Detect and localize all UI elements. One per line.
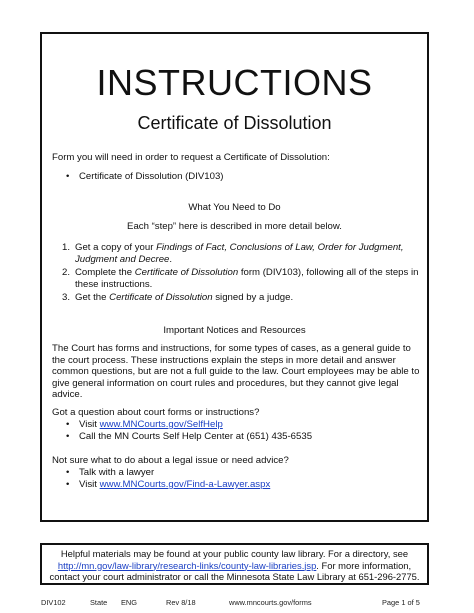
section-heading-notices: Important Notices and Resources	[163, 325, 306, 336]
page-subtitle: Certificate of Dissolution	[137, 113, 332, 133]
list-item: Talk with a lawyer	[79, 467, 155, 478]
footer-state: State	[90, 598, 108, 607]
form-list-item: Certificate of Dissolution (DIV103)	[79, 171, 224, 182]
page-title: INSTRUCTIONS	[96, 62, 373, 103]
footer-page-number: Page 1 of 5	[382, 598, 420, 607]
step-3	[75, 292, 420, 304]
bullet-icon: •	[66, 479, 70, 490]
steps-lead: Each “step” here is described in more detail below.	[127, 221, 342, 232]
instructions-frame	[40, 32, 429, 522]
list-item-text: Visit	[79, 419, 100, 430]
list-item: Call the MN Courts Self Help Center at (651) 435-6535	[79, 431, 313, 442]
footer-url: www.mncourts.gov/forms	[229, 598, 312, 607]
selfhelp-link[interactable]: www.MNCourts.gov/SelfHelp	[99, 419, 223, 430]
step-text-end: .	[169, 253, 173, 265]
step-italic-text: Findings of Fact, Conclusions of Law, Order for Judgment, Judgment and Decree	[75, 242, 404, 265]
step-text: Complete the	[75, 267, 135, 278]
list-item-text: Visit	[79, 479, 100, 490]
step-text-end: form (DIV103), following all of the steps in these instructions.	[75, 267, 419, 290]
notice-paragraph: The Court has forms and instructions, for some types of cases, as a general guide to the court process. These instructions explain the steps in more detail and answer common questions, but are not a full guide to the law. Court employees may be able to give general information on court rules and procedures, but they cannot give legal advice.	[52, 343, 420, 400]
footer-revision: Rev 8/18	[166, 598, 196, 607]
step-italic-text: Certificate of Dissolution	[134, 267, 239, 278]
step-text-end: signed by a judge.	[212, 292, 294, 303]
bullet-icon: •	[66, 419, 70, 430]
footer-language: ENG	[121, 598, 138, 607]
bullet-icon: •	[66, 171, 70, 182]
intro-text: Form you will need in order to request a Certificate of Dissolution:	[52, 152, 330, 163]
list-item	[79, 479, 270, 490]
step-number: 1.	[62, 242, 71, 253]
notice-text: Helpful materials may be found at your public county law library. For a directory, see	[60, 548, 409, 559]
law-library-link[interactable]: http://mn.gov/law-library/research-links/county-law-libraries.jsp	[57, 559, 317, 571]
find-lawyer-link[interactable]: www.MNCourts.gov/Find-a-Lawyer.aspx	[99, 479, 271, 490]
step-italic-text: Certificate of Dissolution	[109, 292, 213, 303]
bullet-icon: •	[66, 431, 70, 442]
list-item	[79, 419, 223, 430]
question-legal: Not sure what to do about a legal issue or need advice?	[52, 455, 289, 466]
question-forms: Got a question about court forms or instructions?	[52, 407, 260, 418]
step-number: 2.	[62, 267, 71, 278]
law-library-notice	[40, 543, 429, 585]
step-number: 3.	[62, 292, 71, 303]
step-2	[75, 267, 420, 290]
bullet-icon: •	[66, 467, 70, 478]
notice-text-end: . For more information, contact your court administrator or call the Minnesota State Law Library at 651-296-2775.	[49, 559, 420, 582]
step-text: Get a copy of your	[75, 242, 157, 253]
step-text: Get the	[75, 292, 110, 303]
section-heading-what-to-do: What You Need to Do	[188, 202, 281, 213]
step-1	[75, 242, 420, 265]
footer-form-code: DIV102	[41, 598, 66, 607]
